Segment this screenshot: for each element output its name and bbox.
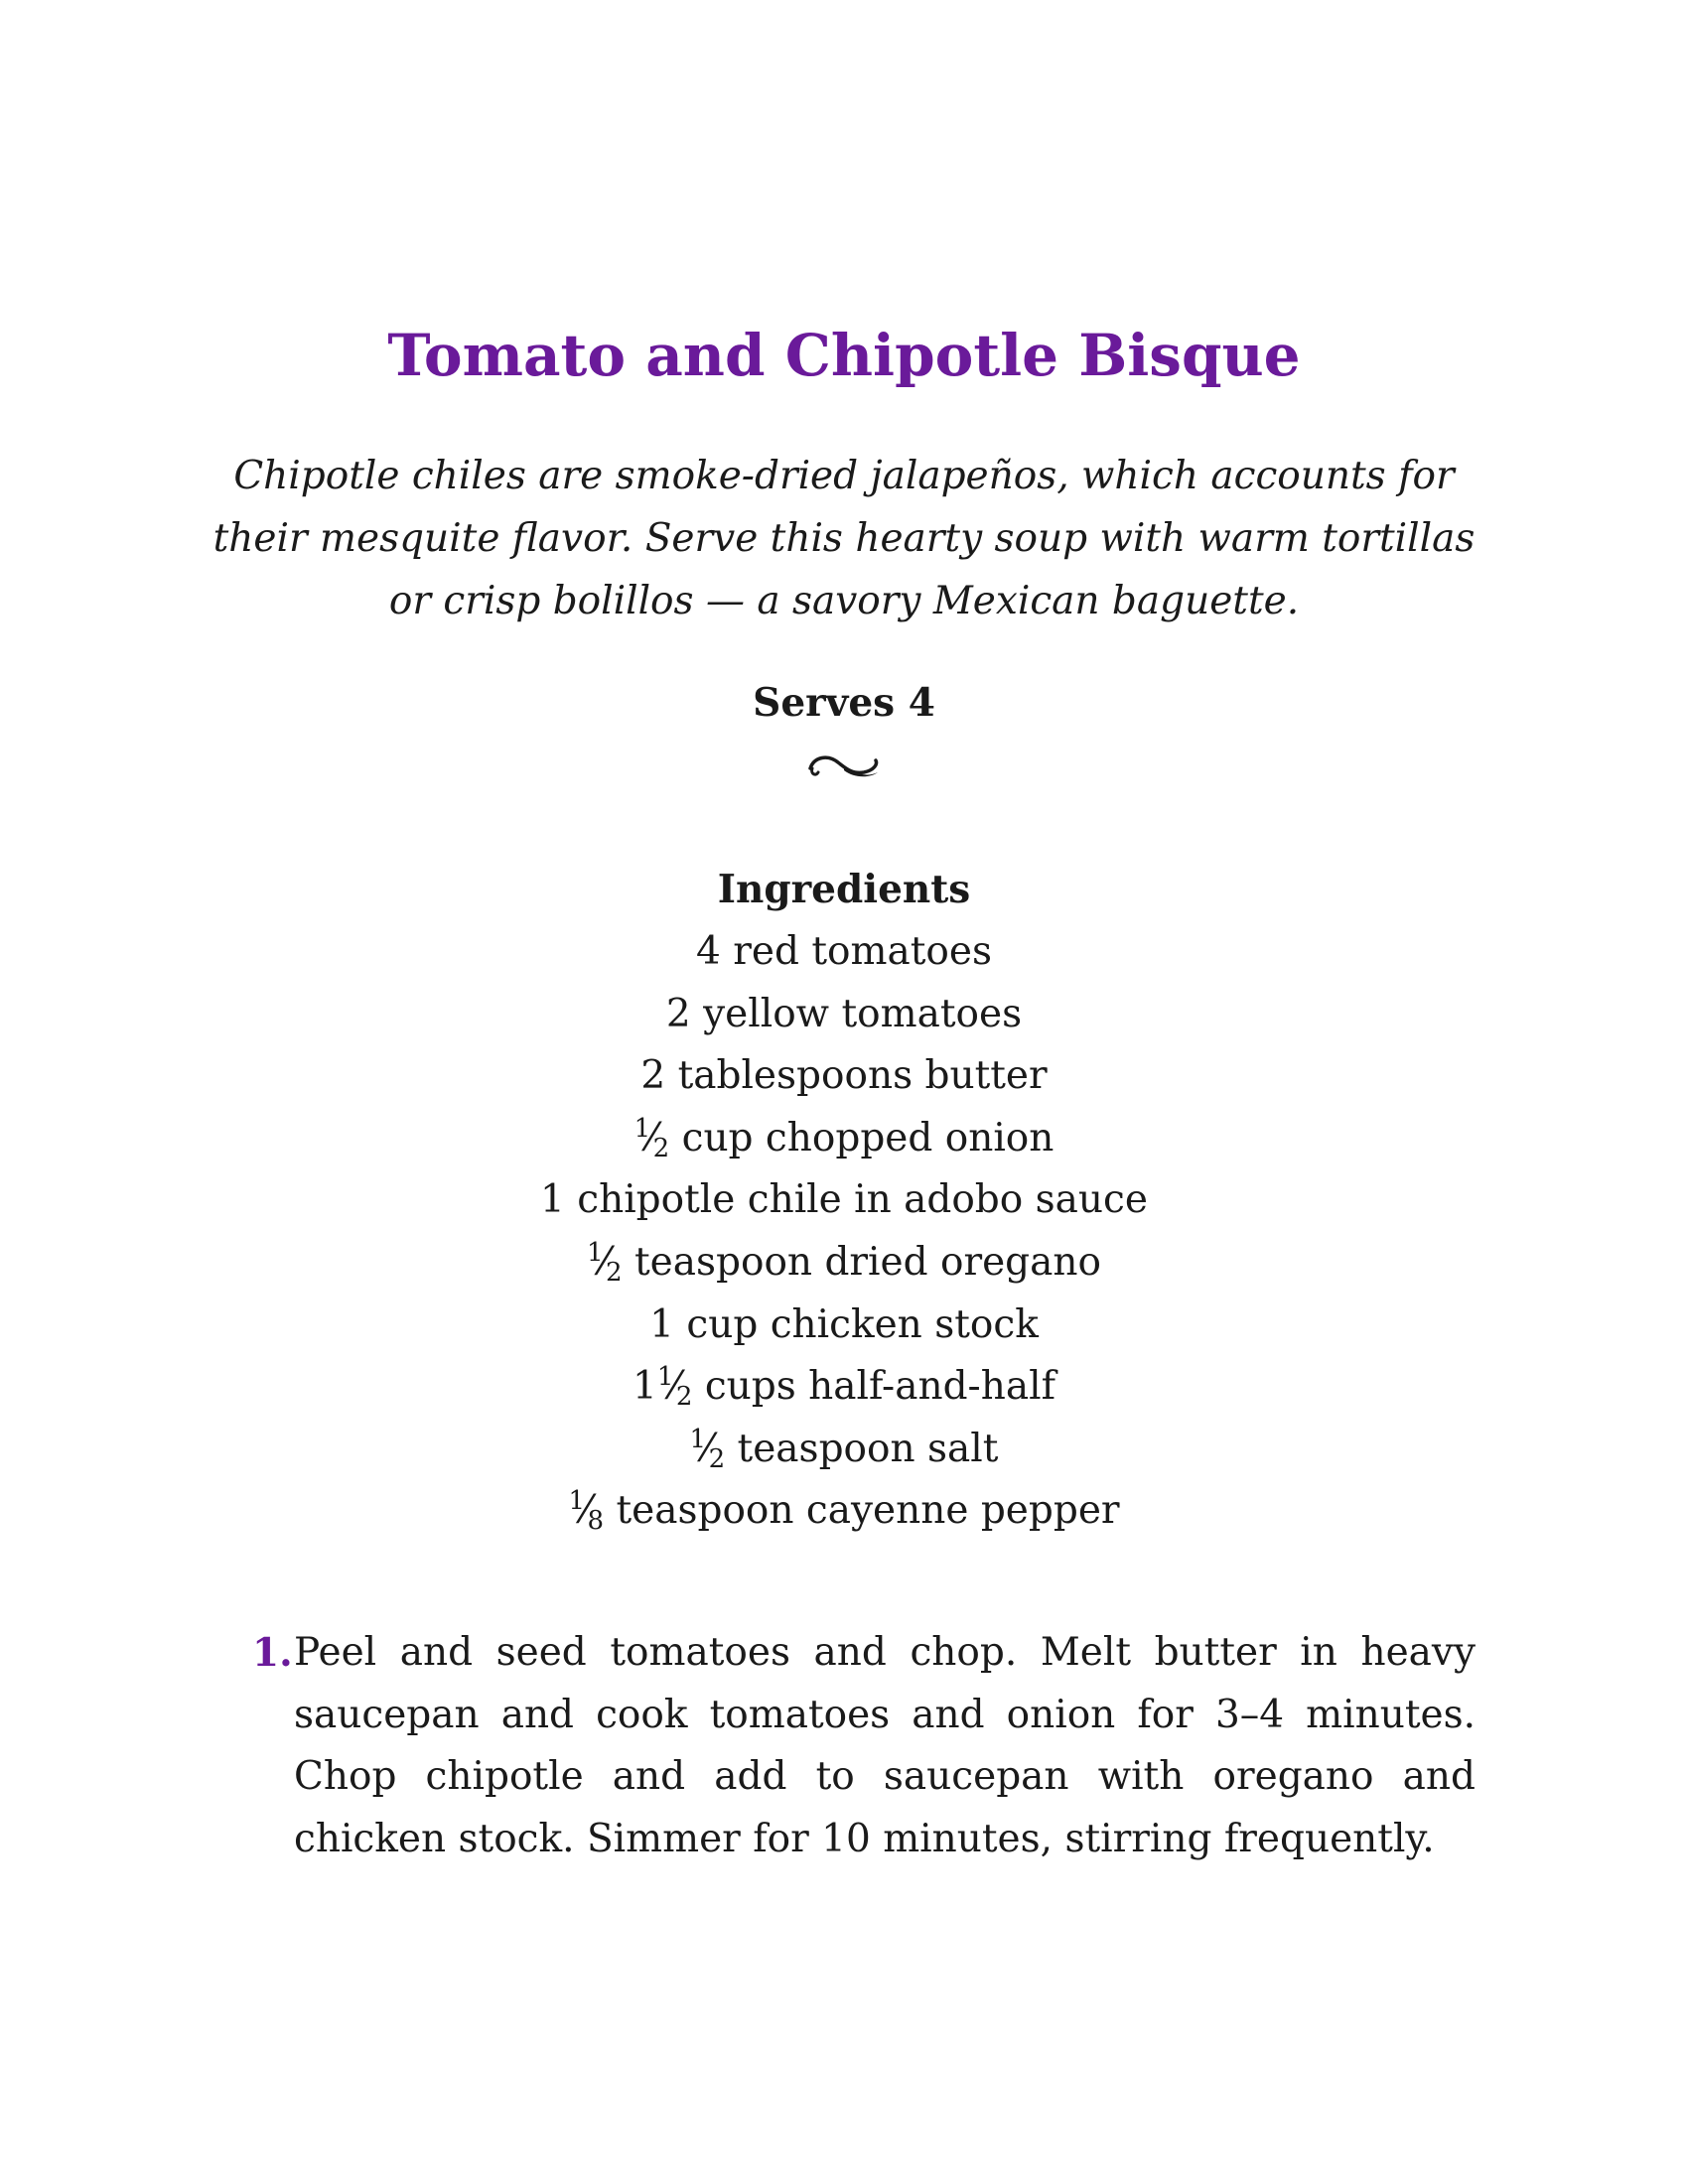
ingredient-text: cups half-and-half: [692, 1364, 1056, 1410]
fraction-slash: ⁄: [601, 1239, 609, 1285]
fraction-slash: ⁄: [583, 1488, 590, 1534]
ingredient-text: cup chopped onion: [669, 1115, 1055, 1160]
fraction-slash: ⁄: [704, 1426, 711, 1471]
ingredient-item: [0, 1295, 1688, 1357]
recipe-title: Tomato and Chipotle Bisque: [387, 322, 1301, 389]
fraction-slash: ⁄: [671, 1364, 678, 1410]
recipe-intro: Chipotle chiles are smoke-dried jalapeños, which accounts for their mesquite flavor. Serve this hearty soup with warm tortillas or crisp bolillos — a savory Mexican baguette.: [212, 454, 1476, 623]
ingredient-item: [0, 1480, 1688, 1543]
ingredients-heading: Ingredients: [717, 867, 971, 912]
swash-ornament-icon: [804, 749, 884, 784]
fraction-denominator: 2: [606, 1257, 623, 1288]
fraction-denominator: 2: [652, 1133, 670, 1163]
ingredient-item: [0, 1356, 1688, 1419]
fraction-denominator: 2: [708, 1443, 726, 1474]
ingredient-whole-qty: 2: [640, 1053, 666, 1099]
ingredient-item: [0, 1045, 1688, 1108]
ingredient-item: [0, 1169, 1688, 1232]
ingredient-fraction: [586, 1237, 623, 1288]
fraction-denominator: 2: [675, 1382, 693, 1413]
step-1: [252, 1622, 1476, 1870]
fraction-numerator: 1: [586, 1237, 604, 1268]
ingredient-item: [0, 1232, 1688, 1295]
ingredient-text: tablespoons butter: [665, 1053, 1048, 1099]
step-text: Peel and seed tomatoes and chop. Melt butter in heavy saucepan and cook tomatoes and onion for 3–4 minutes. Chop chipotle and add to saucepan with oregano and chicken stock. Simmer for 10 minutes, stirring frequently.: [294, 1630, 1476, 1861]
ingredient-text: red tomatoes: [720, 929, 992, 974]
step-number: 1.: [252, 1630, 293, 1676]
ingredient-item: [0, 1108, 1688, 1170]
fraction-numerator: 1: [633, 1113, 651, 1144]
fraction-slash: ⁄: [648, 1115, 655, 1160]
ingredient-item: [0, 984, 1688, 1046]
ingredient-item: [0, 921, 1688, 984]
ingredients-list: [0, 921, 1688, 1543]
ingredient-text: chipotle chile in adobo sauce: [564, 1177, 1148, 1223]
ingredient-whole-qty: 1: [632, 1364, 657, 1410]
ingredient-whole-qty: 1: [540, 1177, 565, 1223]
ingredient-whole-qty: 1: [649, 1301, 674, 1347]
ingredient-text: cup chicken stock: [673, 1301, 1039, 1347]
ingredient-whole-qty: 4: [696, 929, 721, 974]
ingredient-text: yellow tomatoes: [690, 991, 1023, 1036]
fraction-numerator: 1: [568, 1486, 585, 1517]
fraction-numerator: 1: [689, 1424, 707, 1454]
serves-count: Serves 4: [753, 680, 935, 726]
ingredient-text: teaspoon dried oregano: [622, 1239, 1101, 1285]
ingredient-fraction: [633, 1113, 670, 1163]
fraction-numerator: 1: [656, 1362, 674, 1393]
ingredient-fraction: [568, 1486, 605, 1537]
ingredient-text: teaspoon cayenne pepper: [604, 1488, 1120, 1534]
ingredient-text: teaspoon salt: [725, 1426, 999, 1471]
ingredient-fraction: [689, 1424, 726, 1474]
ingredient-item: [0, 1419, 1688, 1481]
ingredient-fraction: [656, 1362, 693, 1413]
ingredient-whole-qty: 2: [665, 991, 691, 1036]
fraction-denominator: 8: [587, 1506, 605, 1537]
